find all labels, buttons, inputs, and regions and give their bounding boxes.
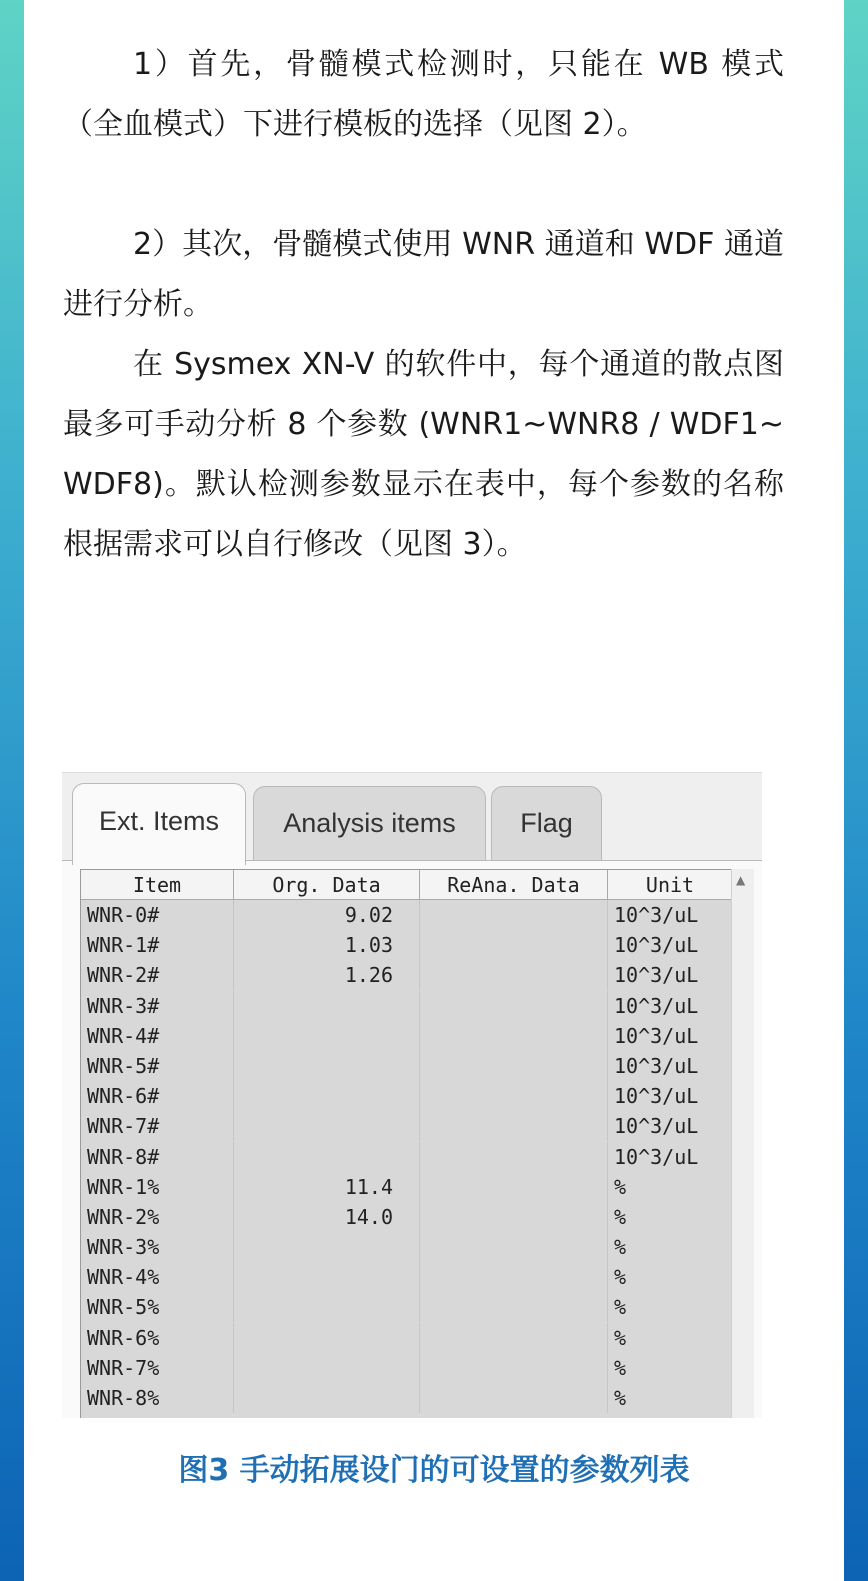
paragraph-1: 1）首先，骨髓模式检测时，只能在 WB 模式（全血模式）下进行模板的选择（见图 2）。: [63, 47, 784, 142]
cell-unit: %: [608, 1383, 733, 1413]
cell-item: WNR-7#: [81, 1111, 234, 1141]
cell-reana-data: [420, 1142, 608, 1172]
column-header-unit[interactable]: Unit: [608, 870, 733, 900]
table-row[interactable]: [81, 960, 733, 990]
table-row[interactable]: [81, 1202, 733, 1232]
table-row[interactable]: [81, 930, 733, 960]
cell-reana-data: [420, 1111, 608, 1141]
table-body: [81, 900, 733, 1413]
table-row[interactable]: [81, 991, 733, 1021]
cell-org-data: [234, 1021, 420, 1051]
parameter-table: [80, 869, 733, 1418]
scrollbar[interactable]: [731, 869, 754, 1418]
cell-org-data: [234, 991, 420, 1021]
table-row[interactable]: [81, 1051, 733, 1081]
table-row[interactable]: [81, 1142, 733, 1172]
table-row[interactable]: [81, 1353, 733, 1383]
cell-org-data: 14.0: [234, 1202, 420, 1232]
figure-caption: 图3 手动拓展设门的可设置的参数列表: [178, 1453, 690, 1488]
cell-reana-data: [420, 991, 608, 1021]
cell-reana-data: [420, 1021, 608, 1051]
cell-reana-data: [420, 1353, 608, 1383]
cell-unit: 10^3/uL: [608, 900, 733, 930]
cell-item: WNR-1#: [81, 930, 234, 960]
cell-unit: %: [608, 1172, 733, 1202]
cell-org-data: [234, 1081, 420, 1111]
cell-reana-data: [420, 1383, 608, 1413]
cell-item: WNR-4#: [81, 1021, 234, 1051]
table-row[interactable]: [81, 1021, 733, 1051]
paragraph-3: 在 Sysmex XN-V 的软件中，每个通道的散点图最多可手动分析 8 个参数 (WNR1~WNR8 / WDF1~ WDF8)。默认检测参数显示在表中，每个参数的名称根据需求可以自行修改（见图 3）。: [63, 347, 784, 562]
cell-org-data: [234, 1232, 420, 1262]
cell-org-data: 11.4: [234, 1172, 420, 1202]
cell-reana-data: [420, 900, 608, 930]
cell-item: WNR-4%: [81, 1262, 234, 1292]
cell-reana-data: [420, 1172, 608, 1202]
table-row[interactable]: [81, 1383, 733, 1413]
table-row[interactable]: [81, 1111, 733, 1141]
cell-item: WNR-5#: [81, 1051, 234, 1081]
cell-item: WNR-2#: [81, 960, 234, 990]
cell-org-data: [234, 1111, 420, 1141]
cell-item: WNR-3%: [81, 1232, 234, 1262]
cell-org-data: [234, 1383, 420, 1413]
cell-unit: 10^3/uL: [608, 1081, 733, 1111]
cell-item: WNR-8%: [81, 1383, 234, 1413]
cell-org-data: 9.02: [234, 900, 420, 930]
tab-flag[interactable]: Flag: [491, 786, 602, 862]
cell-unit: 10^3/uL: [608, 930, 733, 960]
table-row[interactable]: [81, 900, 733, 930]
table-row[interactable]: [81, 1081, 733, 1111]
cell-unit: %: [608, 1292, 733, 1322]
cell-unit: %: [608, 1232, 733, 1262]
cell-item: WNR-2%: [81, 1202, 234, 1232]
cell-reana-data: [420, 1292, 608, 1322]
column-header-reana-data[interactable]: ReAna. Data: [420, 870, 608, 900]
cell-org-data: [234, 1292, 420, 1322]
table-row[interactable]: [81, 1172, 733, 1202]
cell-item: WNR-6%: [81, 1323, 234, 1353]
cell-reana-data: [420, 1232, 608, 1262]
cell-item: WNR-0#: [81, 900, 234, 930]
cell-item: WNR-6#: [81, 1081, 234, 1111]
cell-reana-data: [420, 960, 608, 990]
cell-unit: 10^3/uL: [608, 960, 733, 990]
screenshot-panel: [62, 772, 762, 1418]
cell-org-data: [234, 1353, 420, 1383]
cell-reana-data: [420, 1051, 608, 1081]
cell-unit: 10^3/uL: [608, 991, 733, 1021]
cell-org-data: [234, 1051, 420, 1081]
tab-pane: [62, 860, 762, 1418]
table-row[interactable]: [81, 1262, 733, 1292]
cell-unit: 10^3/uL: [608, 1021, 733, 1051]
column-header-item[interactable]: Item: [81, 870, 234, 900]
cell-unit: 10^3/uL: [608, 1142, 733, 1172]
tab-ext-items[interactable]: Ext. Items: [72, 783, 246, 865]
cell-unit: %: [608, 1202, 733, 1232]
cell-unit: %: [608, 1323, 733, 1353]
column-header-org-data[interactable]: Org. Data: [234, 870, 420, 900]
cell-item: WNR-5%: [81, 1292, 234, 1322]
cell-org-data: 1.03: [234, 930, 420, 960]
table-row[interactable]: [81, 1232, 733, 1262]
paragraph-2: 2）其次，骨髓模式使用 WNR 通道和 WDF 通道进行分析。: [63, 227, 784, 322]
cell-org-data: [234, 1323, 420, 1353]
cell-unit: 10^3/uL: [608, 1111, 733, 1141]
cell-org-data: 1.26: [234, 960, 420, 990]
cell-item: WNR-1%: [81, 1172, 234, 1202]
tab-analysis-items[interactable]: Analysis items: [253, 786, 486, 862]
table-row[interactable]: [81, 1323, 733, 1353]
cell-unit: 10^3/uL: [608, 1051, 733, 1081]
cell-item: WNR-3#: [81, 991, 234, 1021]
table-row[interactable]: [81, 1292, 733, 1322]
cell-unit: %: [608, 1353, 733, 1383]
cell-reana-data: [420, 1081, 608, 1111]
cell-reana-data: [420, 930, 608, 960]
cell-item: WNR-7%: [81, 1353, 234, 1383]
cell-item: WNR-8#: [81, 1142, 234, 1172]
cell-reana-data: [420, 1262, 608, 1292]
cell-reana-data: [420, 1202, 608, 1232]
cell-org-data: [234, 1262, 420, 1292]
cell-unit: %: [608, 1262, 733, 1292]
scroll-up-icon[interactable]: ▲: [736, 873, 746, 887]
cell-reana-data: [420, 1323, 608, 1353]
cell-org-data: [234, 1142, 420, 1172]
